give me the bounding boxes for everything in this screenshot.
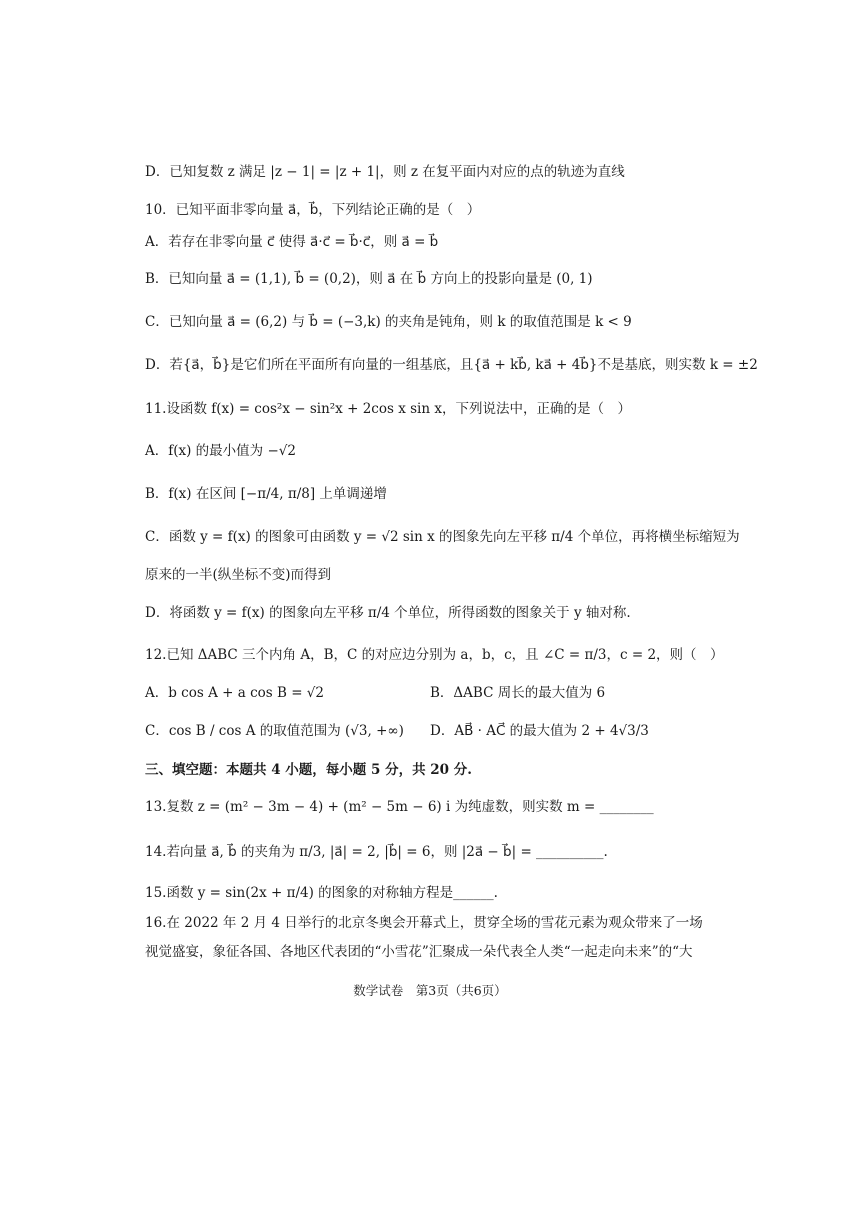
q14: 14.若向量 a⃗, b⃗ 的夹角为 π/3, |a⃗| = 2, |b⃗| = 6，则 |2a⃗ − b⃗| = __________. xyxy=(145,844,608,860)
q11-option-a: A．f(x) 的最小值为 −√2 xyxy=(145,443,296,459)
q11-option-b: B．f(x) 在区间 [−π/4, π/8] 上单调递增 xyxy=(145,486,387,502)
q9-option-d: D．已知复数 z 满足 |z − 1| = |z + 1|，则 z 在复平面内对应的点的轨迹为直线 xyxy=(145,164,625,180)
q16-line2: 视觉盛宴，象征各国、各地区代表团的“小雪花”汇聚成一朵代表全人类“一起走向未来”的“大 xyxy=(145,944,693,960)
q16-line1: 16.在 2022 年 2 月 4 日举行的北京冬奥会开幕式上，贯穿全场的雪花元素为观众带来了一场 xyxy=(145,915,703,931)
q10-option-d: D．若{a⃗，b⃗}是它们所在平面所有向量的一组基底，且{a⃗ + kb⃗, ka⃗ + 4b⃗}不是基底，则实数 k = ±2 xyxy=(145,357,758,373)
q11-option-c: C．函数 y = f(x) 的图象可由函数 y = √2 sin x 的图象先向左平移 π/4 个单位，再将横坐标缩短为 xyxy=(145,529,740,545)
q11-stem: 11.设函数 f(x) = cos²x − sin²x + 2cos x sin x，下列说法中，正确的是（ ） xyxy=(145,401,631,417)
page-footer: 数学试卷 第3页（共6页） xyxy=(353,983,507,998)
q12-stem: 12.已知 ΔABC 三个内角 A，B，C 的对应边分别为 a，b，c，且 ∠C = π/3，c = 2，则（ ） xyxy=(145,647,724,663)
q10-stem: 10．已知平面非零向量 a⃗，b⃗，下列结论正确的是（ ） xyxy=(145,202,481,218)
q11-option-c-cont: 原来的一半(纵坐标不变)而得到 xyxy=(145,567,332,583)
q10-option-c: C．已知向量 a⃗ = (6,2) 与 b⃗ = (−3,k) 的夹角是钝角，则 k 的取值范围是 k < 9 xyxy=(145,314,632,330)
q11-option-d: D．将函数 y = f(x) 的图象向左平移 π/4 个单位，所得函数的图象关于 y 轴对称. xyxy=(145,605,631,621)
q15: 15.函数 y = sin(2x + π/4) 的图象的对称轴方程是______. xyxy=(145,885,498,901)
q10-option-a: A．若存在非零向量 c⃗ 使得 a⃗·c⃗ = b⃗·c⃗，则 a⃗ = b⃗ xyxy=(145,234,439,250)
q12-option-c: C．cos B / cos A 的取值范围为 (√3, +∞) xyxy=(145,723,404,739)
q12-option-d: D．AB⃗ · AC⃗ 的最大值为 2 + 4√3/3 xyxy=(430,723,649,739)
q10-option-b: B．已知向量 a⃗ = (1,1), b⃗ = (0,2)，则 a⃗ 在 b⃗ 方向上的投影向量是 (0, 1) xyxy=(145,271,593,287)
section-heading: 三、填空题：本题共 4 小题，每小题 5 分，共 20 分. xyxy=(145,762,472,778)
q12-option-a: A．b cos A + a cos B = √2 xyxy=(145,685,324,701)
q12-option-b: B．ΔABC 周长的最大值为 6 xyxy=(430,685,606,701)
q13: 13.复数 z = (m² − 3m − 4) + (m² − 5m − 6) i 为纯虚数，则实数 m = ________ xyxy=(145,799,654,815)
